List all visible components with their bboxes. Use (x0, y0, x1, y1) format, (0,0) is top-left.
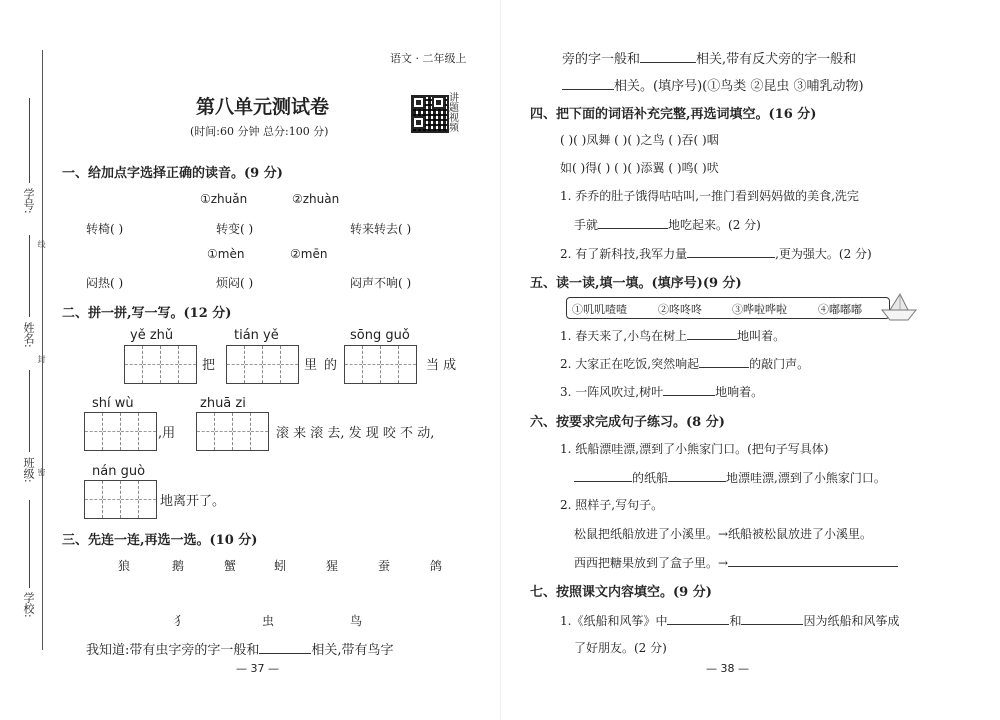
answer-blank[interactable] (741, 611, 803, 625)
writing-grid[interactable] (84, 480, 157, 519)
page-number: — 37 — (236, 662, 279, 675)
question-text (560, 244, 872, 262)
fill-sentence-part: 地响着。 (715, 385, 764, 399)
radical[interactable]: 犭 (174, 614, 187, 628)
seal-mark-feng: 封 (37, 355, 46, 363)
question-text (574, 553, 898, 571)
answer-blank[interactable] (699, 354, 749, 368)
qr-caption: 讲题视频 (449, 93, 459, 134)
writing-grid[interactable] (124, 345, 197, 384)
binding-line (42, 50, 43, 650)
question-text: 1. 纸船漂哇漂,漂到了小熊家门口。(把句子写具体) (560, 442, 829, 456)
seal-mark-mi: 密 (37, 468, 46, 476)
student-id-label: 学号: (22, 188, 35, 214)
word-item[interactable]: 闷声不响( ) (350, 276, 412, 290)
school-field[interactable] (29, 500, 30, 588)
fill-sentence-part: 1.《纸船和风筝》中 (560, 614, 668, 628)
answer-blank[interactable] (562, 76, 614, 90)
word-item[interactable]: 闷热( ) (86, 276, 124, 290)
answer-blank[interactable] (640, 49, 696, 63)
match-char[interactable]: 鹅 (172, 559, 185, 573)
answer-blank[interactable] (663, 382, 715, 396)
class-field[interactable] (29, 370, 30, 452)
word-bank-option: ③哗啦哗啦 (732, 303, 787, 316)
answer-blank[interactable] (728, 553, 898, 567)
qr-corner-icon (412, 96, 425, 109)
seal-mark-xian: 线 (37, 240, 46, 248)
writing-grid[interactable] (196, 412, 269, 451)
name-field[interactable] (29, 235, 30, 317)
word-item[interactable]: 转来转去( ) (350, 222, 412, 236)
section-3-heading: 三、先连一连,再选一选。(10 分) (62, 533, 258, 548)
section-1-heading: 一、给加点字选择正确的读音。(9 分) (62, 166, 283, 181)
fill-sentence-part: 和 (729, 614, 742, 628)
question-text (560, 326, 785, 344)
pinyin-prompt: shí wù (92, 396, 134, 411)
radical[interactable]: 鸟 (350, 614, 363, 628)
answer-blank[interactable] (687, 244, 775, 258)
answer-blank[interactable] (259, 640, 311, 654)
section-2-heading: 二、拼一拼,写一写。(12 分) (62, 306, 232, 321)
match-char[interactable]: 鸽 (430, 559, 443, 573)
page-number: — 38 — (706, 662, 749, 675)
question-text: 2. 照样子,写句子。 (560, 498, 664, 512)
match-char[interactable]: 蚕 (378, 559, 391, 573)
pinyin-prompt: yě zhǔ (130, 328, 174, 343)
qr-corner-icon (432, 96, 445, 109)
exam-subtitle: (时间:60 分钟 总分:100 分) (190, 125, 329, 138)
name-label: 姓名: (22, 322, 35, 348)
sentence-text: 地离开了。 (160, 494, 226, 509)
question-text (574, 468, 886, 486)
fill-sentence-part: 地叫着。 (737, 329, 786, 343)
idiom-row[interactable]: 如( )得( ) ( )( )添翼 ( )鸣( )吠 (560, 161, 719, 175)
fill-sentence-part: 相关。(填序号)(①鸟类 ②昆虫 ③哺乳动物) (614, 79, 864, 94)
fill-sentence-part: 1. 春天来了,小鸟在树上 (560, 329, 688, 343)
pinyin-option: ②zhuàn (292, 192, 340, 206)
sentence-text: 的 (324, 358, 338, 373)
fill-sentence-part: 3. 一阵风吹过,树叶 (560, 385, 664, 399)
fill-sentence-part: ,更为强大。(2 分) (775, 247, 872, 261)
page-spine (500, 0, 501, 720)
writing-grid[interactable] (226, 345, 299, 384)
sentence-text: 里 (304, 358, 318, 373)
section-4-heading: 四、把下面的词语补充完整,再选词填空。(16 分) (530, 107, 817, 122)
question-text (574, 215, 761, 233)
fill-sentence-part: 因为纸船和风筝成 (803, 614, 900, 628)
example-sentence: 松鼠把纸船放进了小溪里。→纸船被松鼠放进了小溪里。 (574, 527, 873, 541)
fill-sentence-part: 2. 有了新科技,我军力量 (560, 247, 688, 261)
sentence-text: 当 成 (426, 358, 457, 373)
pinyin-option: ②mēn (290, 247, 328, 261)
question-text (560, 611, 899, 629)
word-item[interactable]: 转椅( ) (86, 222, 124, 236)
word-item[interactable]: 转变( ) (216, 222, 254, 236)
word-item[interactable]: 烦闷( ) (216, 276, 254, 290)
fill-sentence-part: 地吃起来。(2 分) (668, 218, 761, 232)
fill-sentence-part: 旁的字一般和 (562, 52, 641, 67)
radical[interactable]: 虫 (262, 614, 275, 628)
pinyin-option: ①zhuǎn (200, 192, 248, 206)
question-text (560, 354, 809, 372)
match-char[interactable]: 猩 (326, 559, 339, 573)
sentence-text: 滚 来 滚 去, 发 现 咬 不 动, (276, 426, 435, 441)
fill-sentence-part: 地漂哇漂,漂到了小熊家门口。 (726, 471, 886, 485)
pinyin-prompt: tián yě (234, 328, 279, 343)
writing-grid[interactable] (344, 345, 417, 384)
fill-sentence (86, 639, 394, 658)
question-text: 了好朋友。(2 分) (574, 641, 667, 655)
fill-sentence-part: 相关,带有反犬旁的字一般和 (696, 52, 857, 67)
word-bank-option: ②咚咚咚 (658, 303, 702, 316)
student-id-field[interactable] (29, 98, 30, 183)
answer-blank[interactable] (574, 468, 632, 482)
answer-blank[interactable] (668, 468, 726, 482)
section-7-heading: 七、按照课文内容填空。(9 分) (530, 585, 712, 600)
section-5-heading: 五、读一读,填一填。(填序号)(9 分) (530, 276, 742, 291)
page-title: 第八单元测试卷 (196, 96, 330, 118)
continued-sentence (562, 75, 864, 94)
fill-sentence-part: 手就 (574, 218, 599, 232)
pinyin-prompt: nán guò (92, 464, 146, 479)
section-6-heading: 六、按要求完成句子练习。(8 分) (530, 415, 725, 430)
fill-sentence-part: 的敲门声。 (749, 357, 810, 371)
qr-corner-icon (412, 116, 425, 129)
pinyin-prompt: zhuā zi (200, 396, 246, 411)
fill-sentence-part: 我知道:带有虫字旁的字一般和 (86, 643, 260, 658)
subject-header: 语文 · 二年级上 (390, 52, 467, 65)
writing-grid[interactable] (84, 412, 157, 451)
answer-blank[interactable] (598, 215, 668, 229)
answer-blank[interactable] (687, 326, 737, 340)
pinyin-option: ①mèn (207, 247, 245, 261)
fill-sentence-part: 的纸船 (632, 471, 669, 485)
fill-sentence-part: 西西把糖果放到了盒子里。→ (574, 556, 729, 570)
question-text (560, 382, 763, 400)
question-text: 1. 乔乔的肚子饿得咕咕叫,一推门看到妈妈做的美食,洗完 (560, 189, 859, 203)
pinyin-prompt: sōng guǒ (350, 328, 410, 343)
school-label: 学校: (22, 592, 35, 618)
binding-margin (0, 0, 46, 720)
match-char[interactable]: 蚓 (274, 559, 287, 573)
fill-sentence-part: 相关,带有鸟字 (311, 643, 394, 658)
word-bank-option: ④嘟嘟嘟 (818, 303, 862, 316)
sentence-text: 把 (202, 358, 216, 373)
idiom-row[interactable]: ( )( )凤舞 ( )( )之鸟 ( )吞( )咽 (560, 133, 719, 147)
sentence-text: ,用 (158, 426, 176, 441)
paper-boat-icon (880, 290, 918, 322)
word-bank-option: ①叽叽喳喳 (572, 303, 627, 316)
fill-sentence-part: 2. 大家正在吃饭,突然响起 (560, 357, 700, 371)
continued-sentence (562, 48, 856, 67)
answer-blank[interactable] (667, 611, 729, 625)
match-char[interactable]: 狼 (118, 559, 131, 573)
class-label: 班级: (22, 457, 35, 483)
match-char[interactable]: 蟹 (224, 559, 237, 573)
